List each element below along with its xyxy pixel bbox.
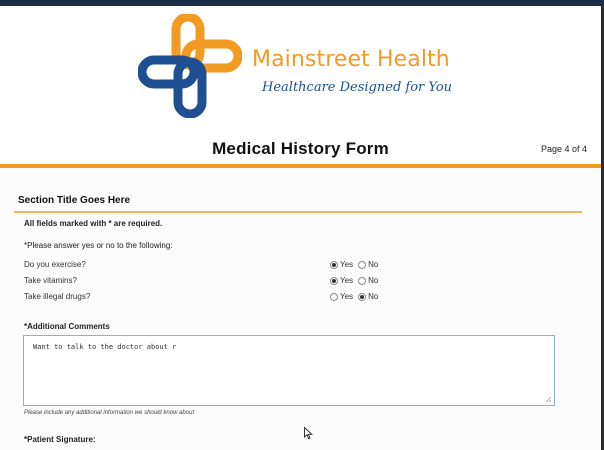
additional-comments-label: *Additional Comments — [24, 322, 110, 331]
question-label: Take illegal drugs? — [24, 292, 91, 301]
vitamins-radio-group — [330, 276, 383, 285]
exercise-yes-radio[interactable] — [330, 261, 338, 269]
vitamins-no-radio[interactable] — [358, 277, 366, 285]
illegal-drugs-yes-option[interactable] — [330, 292, 353, 301]
exercise-no-option[interactable] — [358, 260, 378, 269]
vitamins-yes-radio[interactable] — [330, 277, 338, 285]
vitamins-no-option[interactable] — [358, 276, 378, 285]
no-label[interactable]: No — [368, 260, 379, 269]
illegal-drugs-no-option[interactable] — [358, 292, 378, 301]
mainstreet-health-logo — [138, 14, 242, 118]
yes-no-prompt: *Please answer yes or no to the following: — [24, 241, 173, 250]
yes-label[interactable]: Yes — [340, 260, 354, 269]
exercise-radio-group — [330, 260, 383, 269]
comments-value[interactable]: Want to talk to the doctor about r — [33, 343, 177, 351]
illegal-drugs-yes-radio[interactable] — [330, 293, 338, 301]
yes-label[interactable]: Yes — [340, 276, 354, 285]
yes-label[interactable]: Yes — [340, 292, 354, 301]
additional-comments-textarea[interactable] — [23, 335, 555, 406]
question-row-vitamins — [24, 276, 384, 288]
question-row-illegal-drugs — [24, 292, 384, 304]
no-label[interactable]: No — [368, 276, 379, 285]
patient-signature-label: *Patient Signature: — [24, 435, 96, 444]
question-label: Do you exercise? — [24, 260, 86, 269]
no-label[interactable]: No — [368, 292, 379, 301]
question-label: Take vitamins? — [24, 276, 77, 285]
resize-grip-icon[interactable] — [545, 396, 552, 403]
section-divider — [14, 211, 582, 213]
exercise-no-radio[interactable] — [358, 261, 366, 269]
brand-name: Mainstreet Health — [252, 47, 450, 72]
section-title: Section Title Goes Here — [18, 195, 131, 206]
question-row-exercise — [24, 260, 384, 272]
exercise-yes-option[interactable] — [330, 260, 353, 269]
vitamins-yes-option[interactable] — [330, 276, 353, 285]
comments-help-text: Please include any additional information we should know about — [24, 410, 195, 416]
illegal-drugs-no-radio[interactable] — [358, 293, 366, 301]
required-fields-note: All fields marked with * are required. — [24, 219, 163, 228]
form-title: Medical History Form — [212, 139, 389, 158]
brand-tagline: Healthcare Designed for You — [262, 80, 453, 95]
mouse-cursor-icon — [304, 427, 313, 440]
illegal-drugs-radio-group — [330, 292, 383, 301]
page-indicator: Page 4 of 4 — [540, 144, 587, 154]
